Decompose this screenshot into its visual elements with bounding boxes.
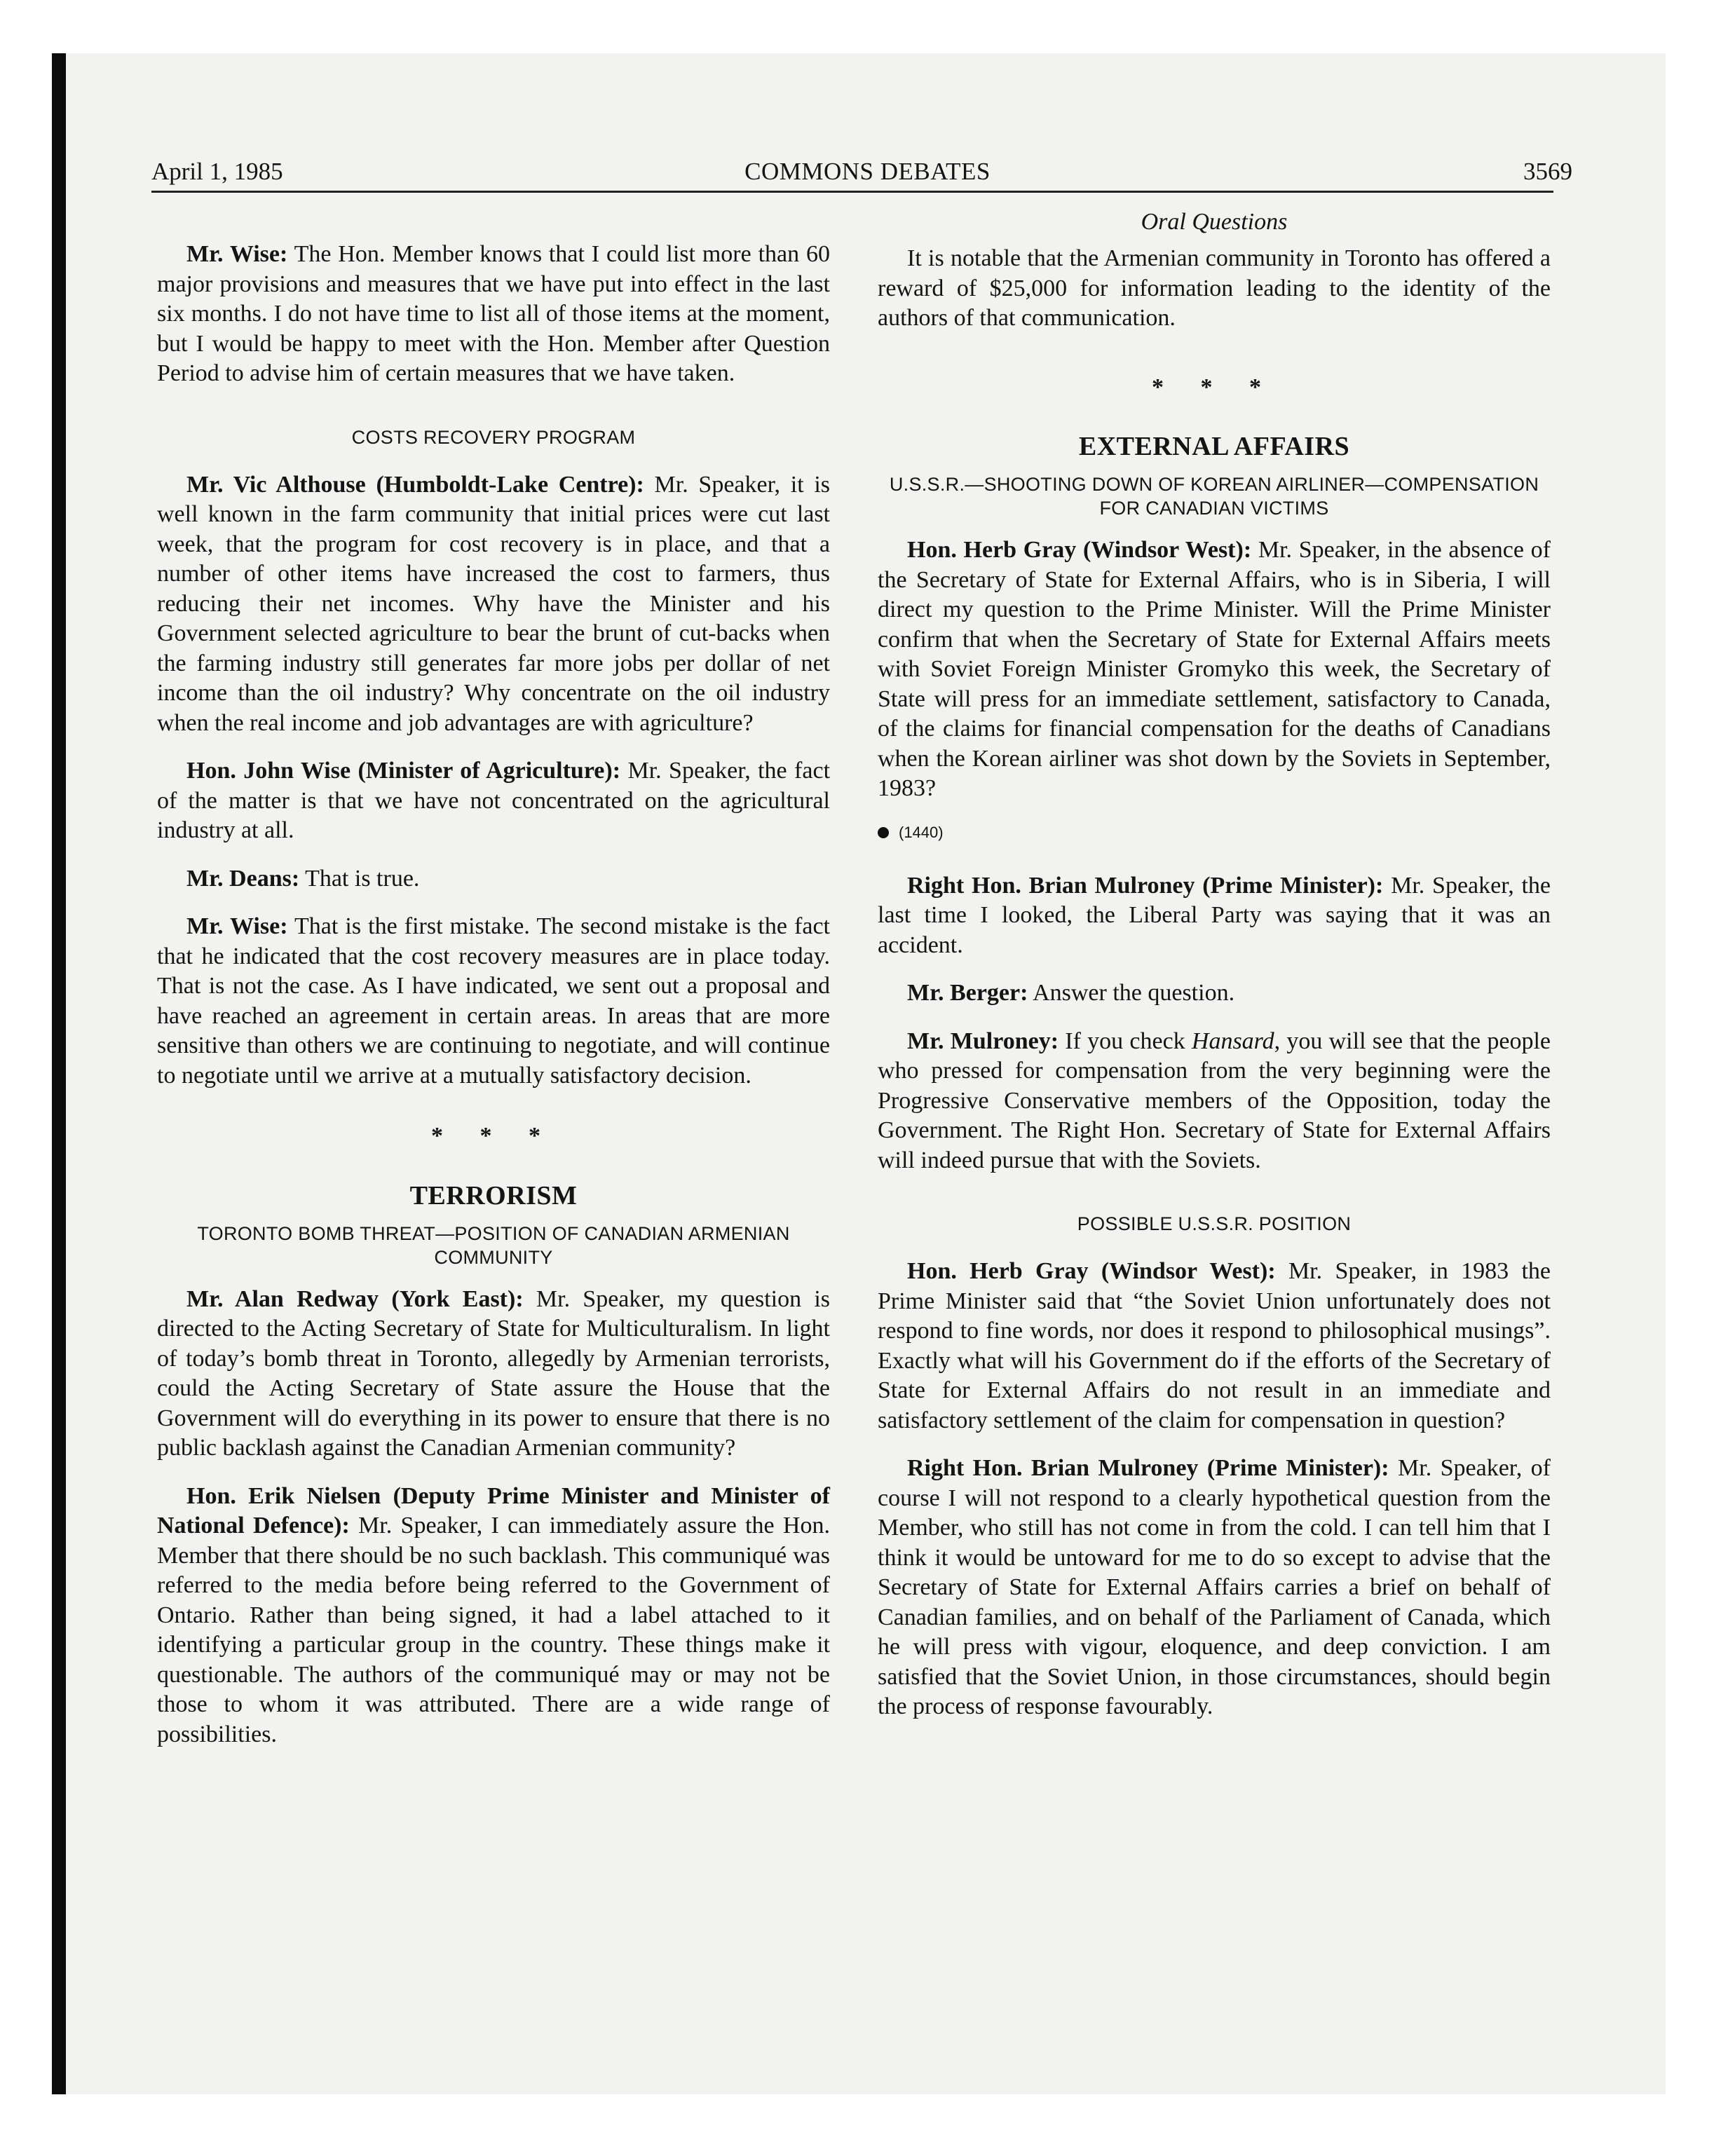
section-subheading: POSSIBLE U.S.S.R. POSITION [1077, 1213, 1352, 1234]
speech-text: Mr. Speaker, in 1983 the Prime Minister said that “the Soviet Union unfortunately does not respond to fine words, nor does it respond to philosophical musings”. Exactly what will his Government do if the efforts of the Secretary of State for External Affairs do not result in an immediate and satisfactory settlement of the claim for compensation in question? [878, 1258, 1551, 1433]
speaker-name: Hon. Herb Gray (Windsor West): [907, 1258, 1276, 1284]
paragraph [878, 244, 1551, 334]
speech-text: Answer the question. [1033, 980, 1235, 1006]
speech-text: Mr. Speaker, my question is directed to the Acting Secretary of State for Multiculturalism. In light of today’s bomb threat in Toronto, allegedly by Armenian terrorists, could the Acting Secretary of State assure the House that the Government will do everything in its power to ensure that there is no public backlash against the Canadian Armenian community? [157, 1285, 831, 1461]
paragraph [157, 240, 830, 389]
speech-text: Mr. Speaker, of course I will not respond to a clearly hypothetical question from the Member, who still has not come in from the cold. I can tell him that I think it would be untoward for me to do so except to advise that the Secretary of State for External Affairs carries a brief on behalf of Canadian families, and on behalf of the Parliament of Canada, which he will press with vigour, eloquence, and deep conviction. I am satisfied that the Soviet Union, in those circumstances, should begin the process of response favourably. [878, 1455, 1551, 1719]
scan-edge-bar [52, 53, 66, 2094]
paragraph [157, 756, 830, 846]
speaker-name: Right Hon. Brian Mulroney (Prime Minister): [907, 1455, 1389, 1481]
speech-text: If you check [1065, 1028, 1192, 1054]
section-heading: TERRORISM [409, 1180, 578, 1210]
paragraph [157, 864, 830, 894]
paragraph [878, 871, 1551, 961]
section-heading: EXTERNAL AFFAIRS [1078, 432, 1350, 461]
paragraph [157, 1285, 830, 1464]
bullet-dot-icon [878, 827, 889, 838]
speech-text: That is true. [305, 865, 420, 892]
speaker-name: Mr. Alan Redway (York East): [186, 1285, 524, 1312]
speech-text: Mr. Speaker, it is well known in the farm community that initial prices were cut last week, that the program for cost recovery is in place, and that a number of other items have increased the cost to farmers, thus reducing their net incomes. Why have the Minister and his Government selected agriculture to bear the brunt of cut-backs when the farming industry still generates far more jobs per dollar of net income than the oil industry? Why concentrate on the oil industry when the real income and job advantages are with agriculture? [157, 471, 831, 736]
right-column [878, 207, 1551, 1740]
paragraph [157, 1482, 830, 1750]
speech-text: Mr. Speaker, in the absence of the Secretary of State for External Affairs, who is in Siberia, I will direct my question to the Prime Minister. Will the Prime Minister confirm that when the Secretary of State for External Affairs meets with Soviet Foreign Minister Gromyko this week, the Secretary of State will press for an immediate settlement, satisfactory to Canada, of the claims for financial compensation for the deaths of Canadians when the Korean airliner was shot down by the Soviets in September, 1983? [878, 537, 1551, 801]
paragraph [878, 1257, 1551, 1435]
speaker-name: Mr. Wise: [186, 241, 288, 267]
section-subheading: TORONTO BOMB THREAT—POSITION OF CANADIAN ARMENIAN COMMUNITY [197, 1222, 790, 1268]
section-separator-stars: * * * [431, 1123, 556, 1149]
speech-text: That is the first mistake. The second mistake is the fact that he indicated that the cost recovery measures are in place today. That is not the case. As I have indicated, we sent out a proposal and have reached an agreement in certain areas. In areas that are more sensitive than others we are continuing to negotiate, and will continue to negotiate until we arrive at a mutually satisfactory decision. [157, 913, 830, 1089]
section-separator-stars: * * * [1152, 374, 1277, 400]
speaker-name: Mr. Wise: [186, 913, 288, 939]
speaker-name: Hon. John Wise (Minister of Agriculture): [186, 758, 621, 784]
paragraph [878, 1454, 1551, 1722]
speech-text: It is notable that the Armenian community in Toronto has offered a reward of $25,000 for information leading to the identity of the authors of that communication. [878, 245, 1551, 331]
paragraph [878, 978, 1551, 1009]
section-subheading: U.S.S.R.—SHOOTING DOWN OF KOREAN AIRLINER—COMPENSATION FOR CANADIAN VICTIMS [889, 474, 1539, 519]
paragraph [878, 535, 1551, 804]
header-date: April 1, 1985 [151, 158, 283, 185]
speaker-name: Hon. Herb Gray (Windsor West): [907, 537, 1252, 563]
speech-text: Mr. Speaker, I can immediately assure the Hon. Member that there should be no such backlash. This communiqué was referred to the media before being referred to the Government of Ontario. Rather than being signed, it had a label attached to it identifying a particular group in the country. These things make it questionable. The authors of the communiqué may or may not be those to whom it was attributed. There are a wide range of possibilities. [157, 1513, 830, 1747]
left-column [157, 240, 830, 1768]
paragraph [157, 912, 830, 1091]
paragraph [878, 1027, 1551, 1176]
speaker-name: Mr. Mulroney: [907, 1028, 1059, 1054]
header-page-number: 3569 [1523, 158, 1572, 185]
italic-title: Hansard [1191, 1028, 1274, 1054]
speaker-name: Mr. Berger: [907, 980, 1028, 1006]
header-title: COMMONS DEBATES [744, 158, 991, 185]
timestamp [878, 822, 1551, 843]
header-rule [151, 191, 1553, 193]
speaker-name: Right Hon. Brian Mulroney (Prime Minister): [907, 872, 1384, 899]
speech-text: Mr. Speaker, the last time I looked, the Liberal Party was saying that it was an accident. [878, 872, 1551, 958]
speech-text: Mr. Speaker, the fact of the matter is that we have not concentrated on the agricultural industry at all. [157, 758, 831, 843]
speech-text: , you will see that the people who pressed for compensation from the very beginning were the Progressive Conservative members of the Opposition, today the Government. The Right Hon. Secretary of State for External Affairs will indeed pursue that with the Soviets. [878, 1028, 1551, 1173]
speaker-name: Hon. Erik Nielsen (Deputy Prime Minister and Minister of National Defence): [157, 1482, 830, 1538]
timestamp-text: (1440) [899, 823, 944, 841]
speaker-name: Mr. Deans: [186, 865, 300, 892]
paragraph [157, 470, 830, 739]
speaker-name: Mr. Vic Althouse (Humboldt-Lake Centre): [186, 471, 644, 498]
speech-text: The Hon. Member knows that I could list more than 60 major provisions and measures that we have put into effect in the last six months. I do not have time to list all of those items at the moment, but I would be happy to meet with the Hon. Member after Question Period to advise him of certain measures that we have taken. [157, 241, 830, 386]
section-subheading: COSTS RECOVERY PROGRAM [351, 426, 636, 448]
section-title: Oral Questions [1141, 209, 1288, 235]
